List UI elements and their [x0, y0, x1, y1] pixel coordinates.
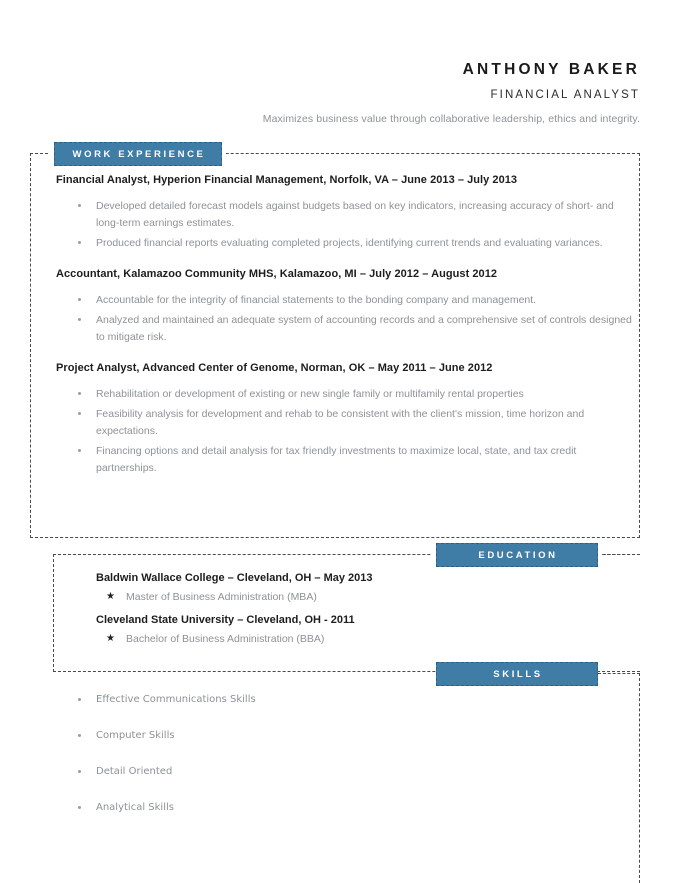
education-content [96, 569, 596, 653]
job-bullet [56, 312, 636, 346]
job-entry [56, 360, 636, 477]
job-bullet-text: Accountable for the integrity of financial statements to the bonding company and management. [96, 294, 537, 306]
bullet-dot-icon [78, 241, 81, 244]
bullet-dot-icon [78, 449, 81, 452]
resume-header [0, 60, 640, 127]
star-icon: ★ [106, 591, 115, 602]
skill-item [56, 729, 556, 743]
bullet-dot-icon [78, 770, 81, 773]
education-degree-list [96, 629, 596, 649]
bullet-dot-icon [78, 318, 81, 321]
job-entry [56, 172, 636, 252]
skill-item [56, 765, 556, 779]
job-bullet-text: Financing options and detail analysis for tax friendly investments to maximize local, state, and tax credit partnerships. [96, 445, 577, 474]
work-experience-section [0, 140, 684, 545]
job-bullet-list [56, 386, 636, 477]
candidate-name: ANTHONY BAKER [462, 61, 640, 78]
skill-text: Analytical Skills [96, 802, 174, 813]
skills-border-right [639, 673, 640, 883]
job-bullet-text: Rehabilitation or development of existing or new single family or multifamily rental properties [96, 388, 524, 400]
job-heading: Accountant, Kalamazoo Community MHS, Kalamazoo, MI – July 2012 – August 2012 [56, 268, 498, 280]
job-bullet-text: Analyzed and maintained an adequate system of accounting records and a comprehensive set of controls designed to mitigate risk. [96, 314, 632, 343]
education-degree-text: Master of Business Administration (MBA) [126, 591, 317, 603]
job-heading: Project Analyst, Advanced Center of Genome, Norman, OK – May 2011 – June 2012 [56, 362, 493, 374]
job-entry [56, 266, 636, 346]
bullet-dot-icon [78, 298, 81, 301]
skills-section [0, 655, 684, 883]
bullet-dot-icon [78, 806, 81, 809]
section-badge-education: EDUCATION [436, 543, 598, 567]
skill-item [56, 801, 556, 815]
work-experience-content [56, 172, 636, 480]
bullet-dot-icon [78, 204, 81, 207]
education-school: Baldwin Wallace College – Cleveland, OH – May 2013 [96, 572, 373, 584]
education-entry [96, 611, 596, 649]
education-degree [96, 629, 596, 649]
star-icon: ★ [106, 633, 115, 644]
education-entry [96, 569, 596, 607]
bullet-dot-icon [78, 412, 81, 415]
section-badge-work-experience: WORK EXPERIENCE [54, 142, 222, 166]
skills-border-stub [598, 673, 640, 674]
skill-text: Detail Oriented [96, 766, 173, 777]
job-bullet [56, 292, 636, 309]
job-bullet-list [56, 198, 636, 252]
section-badge-skills: SKILLS [436, 662, 598, 686]
bullet-dot-icon [78, 392, 81, 395]
job-bullet [56, 443, 636, 477]
education-degree-list [96, 587, 596, 607]
job-bullet [56, 235, 636, 252]
job-heading: Financial Analyst, Hyperion Financial Management, Norfolk, VA – June 2013 – July 2013 [56, 174, 518, 186]
education-degree [96, 587, 596, 607]
education-school: Cleveland State University – Cleveland, OH - 2011 [96, 614, 355, 626]
skill-text: Computer Skills [96, 730, 175, 741]
skill-text: Effective Communications Skills [96, 694, 256, 705]
bullet-dot-icon [78, 698, 81, 701]
candidate-job-title: FINANCIAL ANALYST [490, 89, 640, 101]
job-bullet-text: Developed detailed forecast models against budgets based on key indicators, increasing accuracy of short- and long-term earnings estimates. [96, 200, 614, 229]
skills-list [56, 693, 556, 815]
job-bullet-text: Feasibility analysis for development and rehab to be consistent with the client's mission, time horizon and expectations. [96, 408, 585, 437]
skills-content [56, 693, 556, 837]
job-bullet [56, 406, 636, 440]
education-border-stub [598, 554, 640, 555]
skill-item [56, 693, 556, 707]
education-section [0, 545, 684, 673]
job-bullet [56, 198, 636, 232]
job-bullet-text: Produced financial reports evaluating completed projects, identifying current trends and evaluating variances. [96, 237, 603, 249]
education-degree-text: Bachelor of Business Administration (BBA) [126, 633, 325, 645]
candidate-summary: Maximizes business value through collaborative leadership, ethics and integrity. [262, 113, 640, 125]
bullet-dot-icon [78, 734, 81, 737]
job-bullet [56, 386, 636, 403]
job-bullet-list [56, 292, 636, 346]
